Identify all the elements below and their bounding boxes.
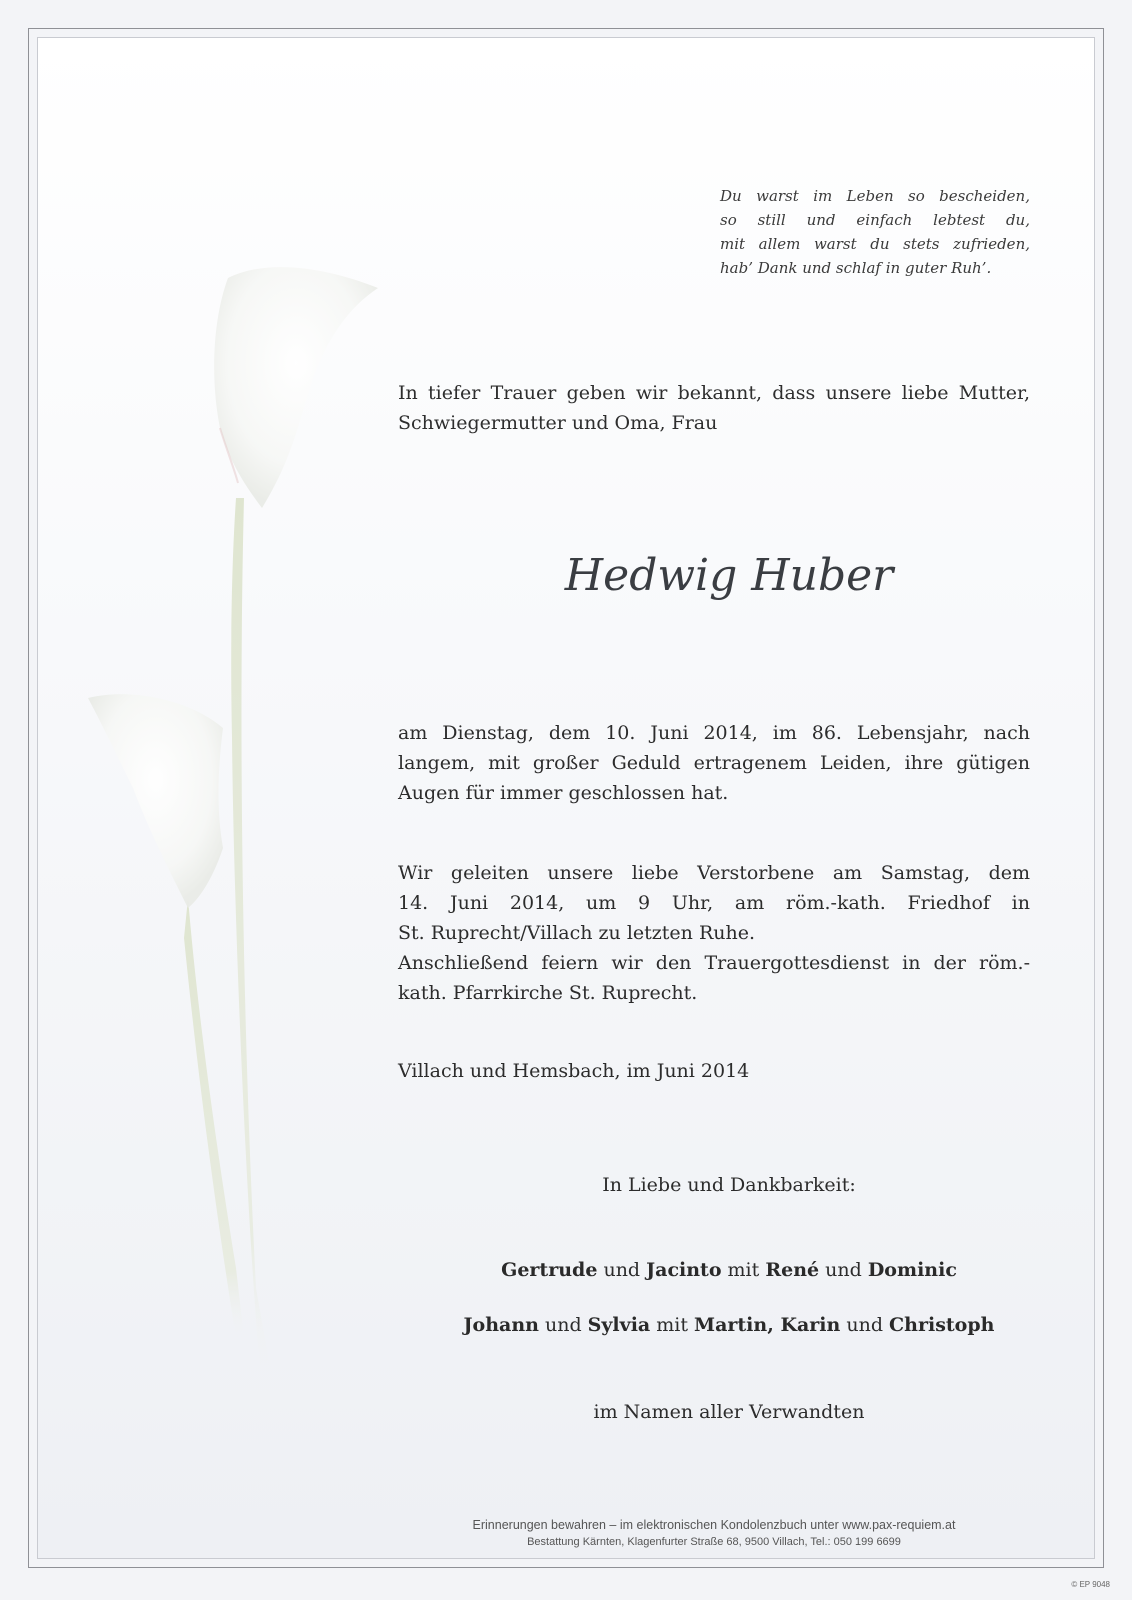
family-line-2: [398, 1310, 1030, 1340]
family-name: Christoph: [889, 1314, 995, 1336]
calla-lily-image: [38, 38, 438, 1488]
announcement-intro: [398, 378, 1030, 438]
poem-line: hab’ Dank und schlaf in guter Ruh’.: [720, 259, 992, 277]
funeral-line: St. Ruprecht/Villach zu letzten Ruhe.: [398, 922, 756, 944]
poem-line: so still und einfach lebtest du,: [720, 211, 1030, 229]
family-name: Dominic: [867, 1259, 957, 1281]
relatives-signoff: im Namen aller Verwandten: [593, 1401, 865, 1423]
connector: mit: [721, 1259, 766, 1281]
thanks-heading: In Liebe und Dankbarkeit:: [602, 1174, 856, 1196]
death-notice-line: Augen für immer geschlossen hat.: [398, 782, 729, 804]
funeral-line: Anschließend feiern wir den Trauergottesdienst in der röm.-: [398, 952, 1030, 974]
funeral-details: [398, 858, 1030, 1008]
intro-line: Schwiegermutter und Oma, Frau: [398, 412, 718, 434]
poem-line: Du warst im Leben so bescheiden,: [720, 187, 1030, 205]
condolence-book-note: Erinnerungen bewahren – im elektronischen Kondolenzbuch unter www.pax-requiem.at: [472, 1518, 956, 1532]
copyright-code: © EP 9048: [1071, 1580, 1110, 1589]
obituary-card: [37, 37, 1095, 1559]
connector: und: [840, 1314, 890, 1336]
funeral-line: kath. Pfarrkirche St. Ruprecht.: [398, 982, 698, 1004]
memorial-poem: [720, 184, 1030, 280]
family-name: Jacinto: [646, 1259, 722, 1281]
family-name: Gertrude: [501, 1259, 598, 1281]
death-notice: [398, 718, 1030, 808]
death-notice-line: langem, mit großer Geduld ertragenem Leiden, ihre gütigen: [398, 752, 1030, 774]
family-line-1: [398, 1255, 1030, 1285]
poem-line: mit allem warst du stets zufrieden,: [720, 235, 1030, 253]
connector: und: [538, 1314, 588, 1336]
funeral-line: 14. Juni 2014, um 9 Uhr, am röm.-kath. Friedhof in: [398, 892, 1030, 914]
family-name: Martin, Karin: [694, 1314, 841, 1336]
funeral-line: Wir geleiten unsere liebe Verstorbene am Samstag, dem: [398, 862, 1030, 884]
family-name: Sylvia: [587, 1314, 651, 1336]
intro-line: In tiefer Trauer geben wir bekannt, dass unsere liebe Mutter,: [398, 382, 1030, 404]
connector: und: [597, 1259, 647, 1281]
place-and-date: Villach und Hemsbach, im Juni 2014: [398, 1060, 750, 1082]
connector: mit: [650, 1314, 695, 1336]
death-notice-line: am Dienstag, dem 10. Juni 2014, im 86. Lebensjahr, nach: [398, 722, 1030, 744]
connector: und: [819, 1259, 868, 1281]
family-name: René: [765, 1259, 820, 1281]
family-name: Johann: [463, 1314, 539, 1336]
deceased-name: Hedwig Huber: [564, 550, 894, 601]
funeral-home-address: Bestattung Kärnten, Klagenfurter Straße 68, 9500 Villach, Tel.: 050 199 6699: [527, 1536, 901, 1548]
